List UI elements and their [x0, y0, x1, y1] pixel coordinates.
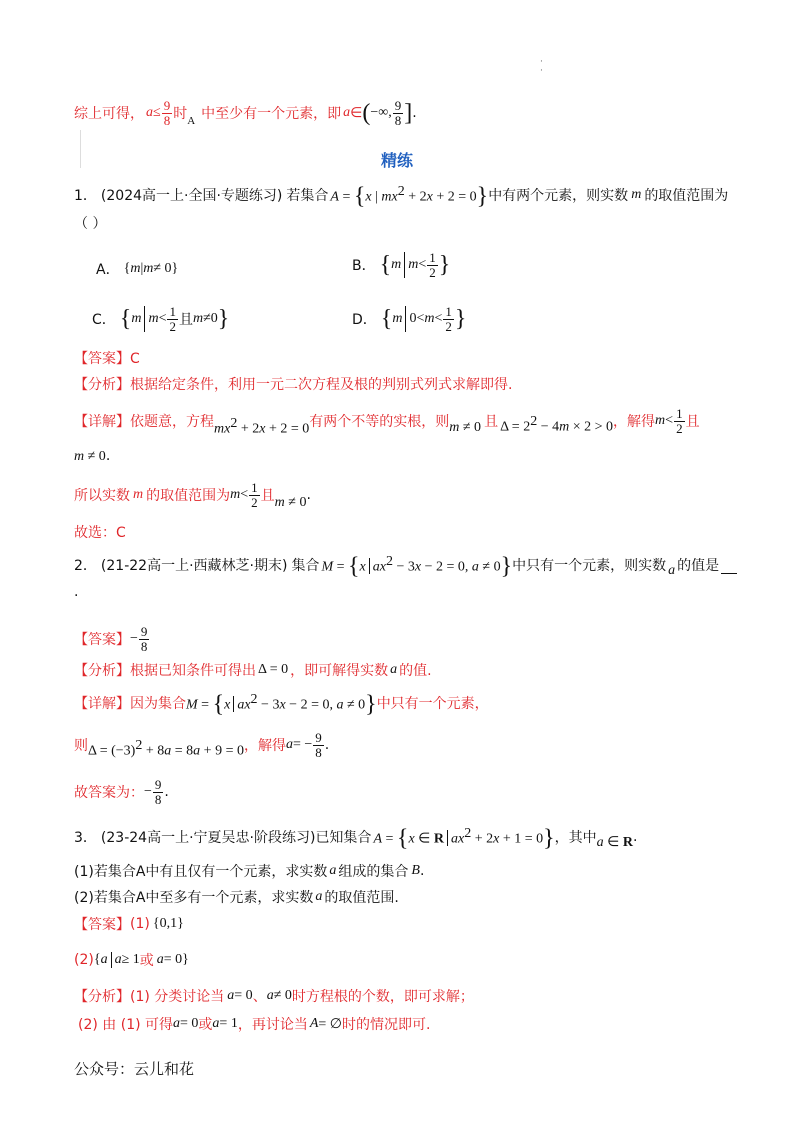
q2-stem: 2． (21-22高一上·西藏林芝·期末) 集合 M = {x $ax^2 - 3x - 2 = 0$, a ≠ 0} 中只有一个元素，则实数 a 的值是	[74, 550, 737, 580]
intro-line: 综上可得， a ≤ $\frac{9}{8}$ 时 A 中至少有一个元素，即 a ∈ ( −∞, $\frac{9}{8}$ ] .	[74, 97, 417, 128]
q3-analysis-2: (2) 由 (1) 可得 a = 0 或 a = 1 ，再讨论当 A = ∅ 时的情况即可.	[78, 1016, 431, 1033]
q3-stem: 3． (23-24高一上·宁夏吴忠·阶段练习) 已知集合 A = {x ∈ R $ax^2 + 2x + 1 = 0$} ，其中 a ∈ R .	[74, 825, 638, 852]
q1-analysis: 【分析】根据给定条件，利用一元二次方程及根的判别式列式求解即得.	[74, 377, 513, 393]
left-rule	[80, 130, 81, 168]
intro-mid: 中至少有一个元素，即	[201, 106, 342, 122]
q1-detail-cont: m ≠ 0.	[74, 448, 111, 464]
q2-analysis: 【分析】 根据已知条件可得出 Δ = 0 ，即可解得实数 a 的值.	[74, 662, 432, 679]
q3-sub2: (2)若集合A中至多有一个元素，求实数 a 的取值范围.	[74, 889, 399, 906]
section-title: 精练	[381, 151, 414, 170]
q1-source: (2024高一上·全国·专题练习)	[100, 188, 283, 204]
intro-sub: A	[187, 115, 196, 127]
q1-stem: 1． (2024高一上·全国·专题练习) 若集合 A = {x | $mx^2 + 2x + 2 = 0$} 中有两个元素，则实数 m 的取值范围为	[74, 183, 729, 210]
q1-answer: 【答案】C	[74, 351, 140, 367]
q2-answer: 【答案】 − $\frac{9}{8}$	[74, 623, 148, 654]
intro-fraction: $\frac{9}{8}$	[163, 97, 171, 128]
q2-final: 故答案为： − $\frac{9}{8}$ .	[74, 776, 169, 807]
q1-option-b[interactable]: B． { m m < $\frac{1}{2}$ }	[352, 249, 451, 280]
q2-detail: 【详解】 因为集合 M = {x $ax^2 - 3x - 2 = 0$, a ≠ 0} 中只有一个元素，	[74, 691, 489, 718]
q3-sub1: (1)若集合A中有且仅有一个元素，求实数 a 组成的集合 B .	[74, 863, 425, 880]
q1-paren: （ ）	[74, 216, 107, 232]
footer-account: 公众号：云儿和花	[74, 1060, 195, 1078]
q1-detail: 【详解】 依题意，方程 $mx^2 + 2x + 2 = 0$ 有两个不等的实根，则 m ≠ 0 且 $\Delta = 2^2 - 4m \times 2 > 0$ ，解得 m < $\frac{1}{2}$ 且	[74, 405, 700, 437]
q1-option-d[interactable]: D． { m 0< m < $\frac{1}{2}$ }	[352, 303, 467, 334]
q3-answer: 【答案】 (1) {0,1}	[74, 916, 184, 933]
q1-option-c[interactable]: C． { m m < $\frac{1}{2}$ 且 m ≠0 }	[92, 303, 230, 334]
q3-analysis-1: 【分析】 (1) 分类讨论当 a = 0 、 a ≠ 0 时方程根的个数，即可求解；	[74, 988, 474, 1005]
q2-solve: 则 $\Delta = (-3)^2 + 8a = 8a + 9 = 0$ ，解得 a = − $\frac{9}{8}$ .	[74, 729, 330, 760]
q1-option-a[interactable]: A． { m | m ≠ 0}	[96, 261, 179, 278]
intro-lead: 综上可得，	[74, 106, 144, 122]
q1-number: 1．	[74, 188, 97, 204]
q1-conclusion: 所以实数 m 的取值范围为 m < $\frac{1}{2}$ 且 m ≠ 0 .	[74, 479, 311, 510]
q1-choose: 故选：C	[74, 525, 126, 541]
q3-answer-2: (2) { a a ≥ 1 或 a = 0}	[74, 952, 189, 969]
header-dots: · ·	[540, 57, 543, 76]
